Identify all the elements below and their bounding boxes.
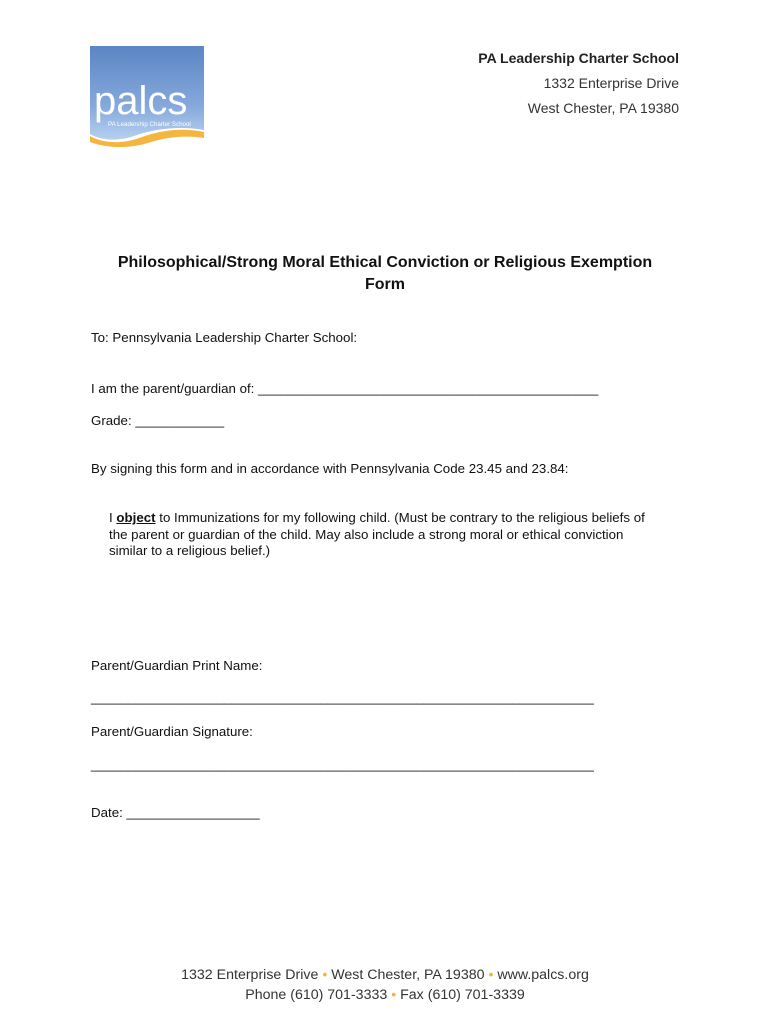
- form-title-line2: Form: [365, 276, 405, 293]
- school-city: West Chester, PA 19380: [527, 100, 679, 116]
- signing-statement: By signing this form and in accordance with Pennsylvania Code 23.45 and 23.84:: [91, 461, 569, 476]
- footer-phone: Phone (610) 701-3333: [245, 987, 388, 1003]
- child-name-field: I am the parent/guardian of: ______________________________________________: [91, 381, 599, 396]
- form-title: [70, 252, 700, 296]
- objection-line1: to Immunizations for my following child. (Must be contrary to the religious beliefs of: [155, 510, 645, 525]
- grade-field: Grade: ____________: [91, 413, 225, 428]
- objection-prefix: I: [109, 510, 117, 525]
- svg-text:palcs: palcs: [94, 79, 188, 123]
- addressee-line: To: Pennsylvania Leadership Charter School:: [91, 330, 358, 345]
- footer-contact: [0, 965, 770, 1005]
- footer-separator: •: [322, 967, 328, 983]
- palcs-logo: [90, 46, 206, 148]
- print-name-field: ____________________________________________________________________: [91, 690, 594, 705]
- objection-line3: similar to a religious belief.): [109, 543, 271, 558]
- school-address-block: [478, 46, 679, 121]
- footer-website: www.palcs.org: [497, 967, 589, 983]
- school-name: PA Leadership Charter School: [478, 50, 679, 66]
- form-title-line1: Philosophical/Strong Moral Ethical Conviction or Religious Exemption: [117, 254, 653, 271]
- footer-separator: •: [391, 987, 397, 1003]
- signature-field: ____________________________________________________________________: [91, 757, 594, 772]
- objection-line2: the parent or guardian of the child. May also include a strong moral or ethical conviction: [109, 526, 624, 542]
- footer-line2: [0, 985, 770, 1005]
- footer-separator: •: [488, 967, 494, 983]
- school-street: 1332 Enterprise Drive: [543, 75, 679, 91]
- svg-text:PA Leadership Charter School: PA Leadership Charter School: [108, 121, 191, 128]
- signature-label: Parent/Guardian Signature:: [91, 724, 253, 739]
- footer-city: West Chester, PA 19380: [331, 967, 485, 983]
- footer-line1: [0, 965, 770, 985]
- footer-street: 1332 Enterprise Drive: [181, 967, 319, 983]
- object-keyword: object: [116, 510, 156, 525]
- date-field: Date: __________________: [91, 805, 260, 820]
- print-name-label: Parent/Guardian Print Name:: [91, 658, 263, 673]
- footer-fax: Fax (610) 701-3339: [400, 987, 525, 1003]
- objection-statement: [109, 510, 689, 560]
